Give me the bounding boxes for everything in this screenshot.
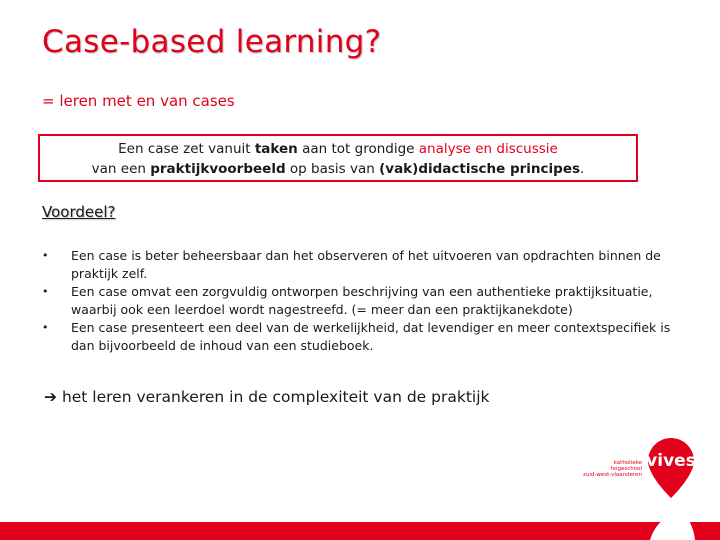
footer-band: [0, 514, 720, 540]
list-item: [42, 247, 682, 282]
bullet-icon: •: [42, 249, 49, 262]
definition-text: op basis van: [285, 161, 380, 177]
definition-text: aan tot grondige: [297, 141, 419, 157]
definition-text: .: [580, 161, 585, 177]
definition-keyword-principes: (vak)didactische principes: [379, 161, 581, 177]
bullet-icon: •: [42, 285, 49, 298]
logo-tagline-line-2: zuid-west-vlaanderen: [582, 472, 642, 478]
definition-box: [38, 134, 638, 182]
definition-text: van een: [91, 161, 151, 177]
definition-keyword-praktijkvoorbeeld: praktijkvoorbeeld: [150, 161, 286, 177]
list-item-text: Een case presenteert een deel van de werkelijkheid, dat levendiger en meer contextspecifiek is dan bijvoorbeeld de inhoud van een studieboek.: [71, 320, 671, 353]
conclusion-text: het leren verankeren in de complexiteit van de praktijk: [61, 388, 490, 406]
definition-keyword-analyse: analyse en discussie: [418, 141, 558, 157]
slide-title: Case-based learning?: [42, 24, 382, 60]
list-item: [42, 319, 682, 354]
definition-line-1: [40, 139, 636, 159]
list-item-text: Een case omvat een zorgvuldig ontworpen beschrijving van een authentieke praktijksituatie, waarbij ook een leerdoel wordt nagestreefd. (= meer dan een praktijkanekdote): [71, 284, 653, 317]
logo-tagline-line-1: katholieke hogeschool: [610, 460, 642, 472]
list-item-text: Een case is beter beheersbaar dan het observeren of het uitvoeren van opdrachten binnen de praktijk zelf.: [71, 248, 661, 281]
arrow-right-icon: ➔: [44, 388, 57, 406]
list-item: [42, 283, 682, 318]
definition-line-2: [40, 159, 636, 179]
advantages-list: [42, 247, 682, 355]
bullet-icon: •: [42, 321, 49, 334]
definition-text: Een case zet vanuit: [118, 141, 255, 157]
advantages-heading: Voordeel?: [42, 203, 116, 221]
logo-name: vives: [646, 451, 696, 471]
definition-keyword-taken: taken: [254, 141, 298, 157]
vives-logo: [582, 436, 702, 526]
slide-subtitle: = leren met en van cases: [42, 92, 235, 110]
logo-tagline: [582, 460, 642, 478]
conclusion: [44, 388, 490, 406]
